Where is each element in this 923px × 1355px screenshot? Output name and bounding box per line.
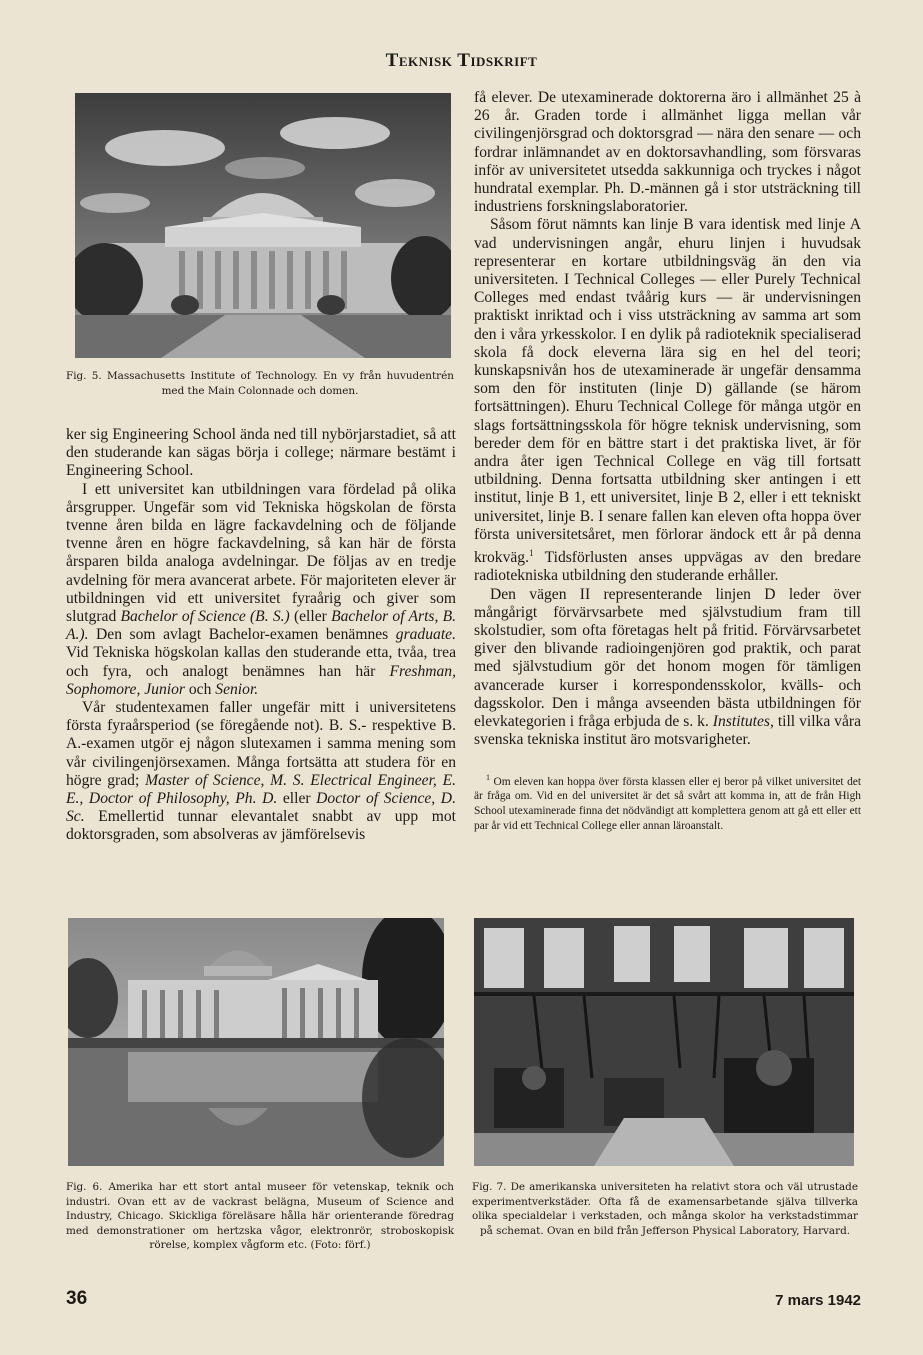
figure-6-text: Amerika har ett stort antal museer för vetenskap, teknik och industri. Ovan ett av de vackrast belägna, Museum of Science and Industry, Chicago. Skickliga föreläsare hålla här orienterande föredrag med demonstrationer om hertzska vågor, elektronrör, stroboskopisk rörelse, komplex vågform etc. (Foto: förf.) xyxy=(66,1181,454,1252)
figure-6-label: Fig. 6. xyxy=(66,1181,103,1193)
footnote-ref: 1 xyxy=(529,548,534,559)
mit-building-image xyxy=(75,93,451,358)
figure-6-caption xyxy=(66,1180,454,1253)
footnote: $^1$ Om eleven kan hoppa över första klassen eller ej beror på vilket universitet det är fråga om. Vid en del universitet är det så svårt att komma in, att de från High School utexaminerade finna det nödvändigt att komplettera genom att gå ett eller ett par år vid ett Technical College eller annan läroanstalt. xyxy=(474,772,861,833)
left-paragraph-2: I ett universitet kan utbildningen vara fördelad på olika årsgrupper. Ungefär som vid Tekniska högskolan de första tvenne åren bilda en lägre fackavdelning och de följande tvenne åren en högre fackavdelning, så kan här de första årsparen bilda analoga avdelningar. De följas av en tredje avdelning för mera avancerat arbete. För majoriteten elever är utbildningen vid ett universitet fyraårig och giver som slutgrad Bachelor of Science (B. S.) (eller Bachelor of Arts, B. A.). Den som avlagt Bachelor-examen benämnes graduate. Vid Tekniska högskolan kallas den studerande etta, tvåa, trea och fyra, och analogt benämnes han här Freshman, Sophomore, Junior och Senior. xyxy=(66,480,457,698)
right-column xyxy=(474,89,861,834)
issue-date: 7 mars 1942 xyxy=(775,1292,861,1309)
figure-5-label: Fig. 5. xyxy=(66,370,102,382)
lab-photo xyxy=(474,918,854,1166)
figure-7-label: Fig. 7. xyxy=(472,1181,507,1193)
museum-photo xyxy=(68,918,444,1166)
right-paragraph-2: Såsom förut nämnts kan linje B vara identisk med linje A vad undervisningen angår, ehuru linjen i huvudsak representerar en kortare utbildningsväg än den via universiteten. I Technical Colleges — eller Purely Technical Colleges med endast tvåårig kurs — är undervisningen praktiskt inriktad och i viss utsträckning av samma art som den i våra yrkesskolor. I en dylik på radioteknik specialiserad skola få dock eleverna lära sig en hel del teori; kunskapsnivån hos de utexaminerade är ungefär densamma som den för instituten (linje D) gällande (se härom fortsättningen). Ehuru Technical College för många utgör en slags fortsättningsskola för högre teknisk undervisning, som bereder dem för en bättre start i det praktiska livet, är för andra åter igen Technical College en väg till fortsatt utbildning. Denna fortsatta utbildning sker antingen i ett institut, linje B 1, ett universitet, linje B 2, eller i ett tekniskt universitet, linje B. I senare fallen kan eleven ofta hoppa över första universitetsåret, men förlorar ändock ett år på denna krokväg.$^1$ Tidsförlusten anses uppvägas av den bredare radiotekniska utbildning den studerande erhåller. xyxy=(474,216,861,585)
journal-header: Teknisk Tidskrift xyxy=(385,50,538,71)
workshop-image xyxy=(474,918,854,1166)
right-paragraph-3: Den vägen II representerande linjen D leder över mångårigt förvärvsarbete med självstudium fram till skolstudier, som ofta företagas helt på fritid. Förvärvsarbetet giver den blivande radioingenjören god praktik, och parat med självstudium gör det honom mogen för tämligen avancerade kurser i korrespondensskolor, kvälls- och dagsskolor. Den i många avseenden bästa utbildningen för elevkategorien i fråga erbjuda de s. k. Institutes, till vilka våra svenska tekniska institut äro motsvarigheter. xyxy=(474,585,862,749)
right-paragraph-1: få elever. De utexaminerade doktorerna äro i allmänhet 25 à 26 år. Graden torde i allmänhet ligga mellan vår civilingenjörsgrad och doktorsgrad — nära den senare — och fordrar inlämnandet av en doktorsavhandling, som försvaras inför av universitetet utsedda sakkunniga och tryckes i något hundratal exemplar. Ph. D.-männen gå i stor utsträckning till industriens forskningslaboratorier. xyxy=(474,89,861,216)
figure-5-text: Massachusetts Institute of Technology. En vy från huvudentrén med the Main Colonnade och domen. xyxy=(107,370,454,397)
figure-7-text: De amerikanska universiteten ha relativt stora och väl utrustade experimentverkstäder. Ofta få de examensarbetande själva tillverka olika specialdelar i verkstaden, och många skolor ha verkstadstimmar på schemat. Ovan en bild från Jefferson Physical Laboratory, Harvard. xyxy=(472,1181,858,1237)
museum-building-image xyxy=(68,918,444,1166)
left-paragraph-1: ker sig Engineering School ända ned till nybörjarstadiet, så att den studerande kan sägas börja i college; närmare bestämt i Engineering School. xyxy=(66,426,456,480)
mit-photo xyxy=(75,93,451,358)
left-paragraph-3: Vår studentexamen faller ungefär mitt i universitetens första fyraårsperiod (se föregående not). B. S.- respektive B. A.-examen utgör ej någon slutexamen i samma mening som vår civilingenjörsexamen. Många fortsätta att studera för en högre grad; Master of Science, M. S. Electrical Engineer, E. E., Doctor of Philosophy, Ph. D. eller Doctor of Science, D. Sc. Emellertid tunnar elevantalet snabbt av upp mot doktorsgraden, som absolveras av jämförelsevis xyxy=(66,699,456,844)
page-number: 36 xyxy=(66,1288,88,1309)
figure-5-caption xyxy=(66,369,454,398)
figure-7-caption xyxy=(472,1180,858,1238)
left-column xyxy=(66,426,456,845)
